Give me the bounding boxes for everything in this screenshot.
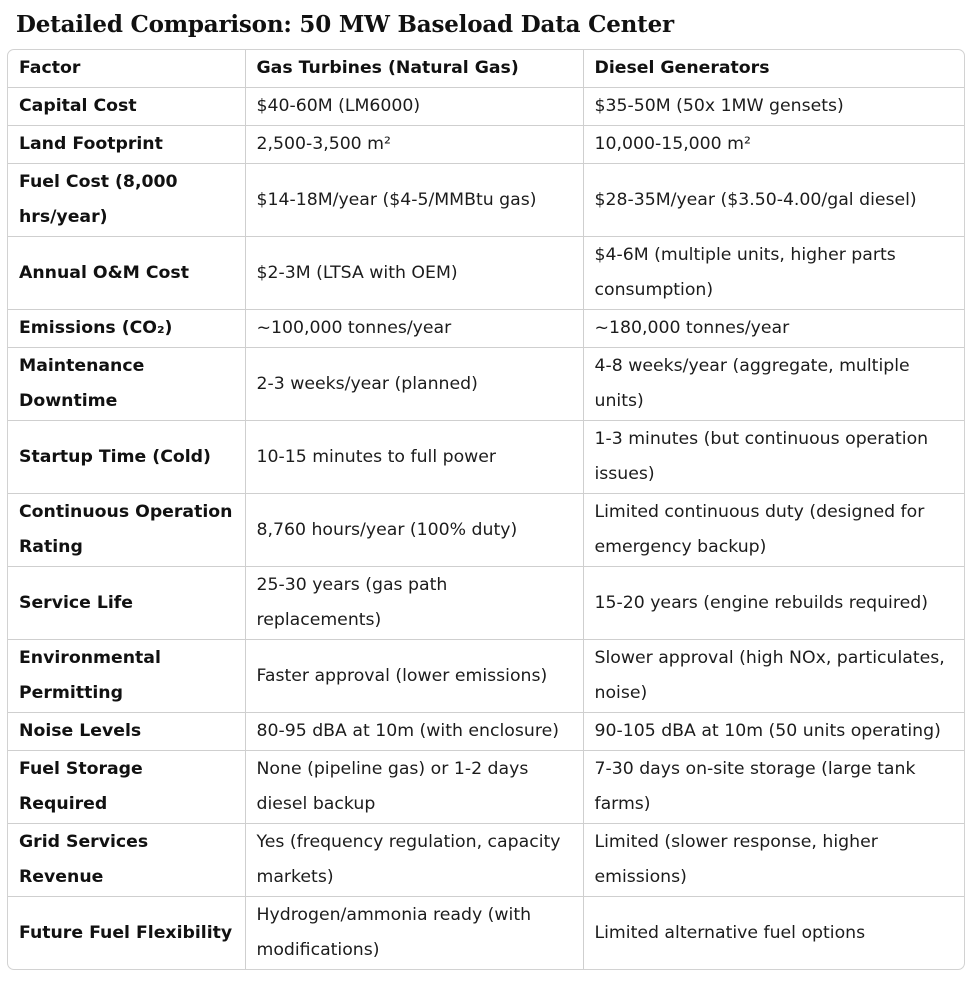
gas-turbine-cell: 25-30 years (gas path replacements) [245, 567, 583, 640]
gas-turbine-cell: $40-60M (LM6000) [245, 88, 583, 126]
table-row [8, 421, 964, 494]
row-factor-cell: Continuous Operation Rating [8, 494, 245, 567]
diesel-generator-cell: $28-35M/year ($3.50-4.00/gal diesel) [583, 164, 964, 237]
row-factor-cell: Fuel Cost (8,000 hrs/year) [8, 164, 245, 237]
table-row [8, 310, 964, 348]
diesel-generator-cell: 10,000-15,000 m² [583, 126, 964, 164]
gas-turbine-cell: $14-18M/year ($4-5/MMBtu gas) [245, 164, 583, 237]
table-header-row [8, 50, 964, 88]
gas-turbine-cell: 10-15 minutes to full power [245, 421, 583, 494]
gas-turbine-cell: Yes (frequency regulation, capacity markets) [245, 824, 583, 897]
diesel-generator-cell: Limited alternative fuel options [594, 922, 866, 943]
gas-turbine-cell: Faster approval (lower emissions) [245, 640, 583, 713]
table-row [8, 640, 964, 713]
table-row [8, 897, 964, 970]
diesel-generator-cell: 4-8 weeks/year (aggregate, multiple units) [583, 348, 964, 421]
column-header-factor: Factor [8, 50, 245, 88]
diesel-generator-cell: Limited continuous duty (designed for emergency backup) [583, 494, 964, 567]
row-factor-cell: Capital Cost [8, 88, 245, 126]
row-factor-cell: Fuel Storage Required [8, 751, 245, 824]
diesel-generator-cell: 90-105 dBA at 10m (50 units operating) [583, 713, 964, 751]
row-factor-cell: Maintenance Downtime [8, 348, 245, 421]
comparison-table [7, 49, 965, 970]
table-row [8, 126, 964, 164]
gas-turbine-cell: 8,760 hours/year (100% duty) [245, 494, 583, 567]
table-row [8, 237, 964, 310]
diesel-generator-cell: Slower approval (high NOx, particulates, noise) [583, 640, 964, 713]
row-factor-cell: Startup Time (Cold) [8, 421, 245, 494]
row-factor-cell: Grid Services Revenue [8, 824, 245, 897]
table-row [8, 824, 964, 897]
column-header-gas-turbines: Gas Turbines (Natural Gas) [245, 50, 583, 88]
gas-turbine-cell: None (pipeline gas) or 1-2 days diesel backup [245, 751, 583, 824]
table-row [8, 164, 964, 237]
table-row [8, 713, 964, 751]
table-row [8, 348, 964, 421]
gas-turbine-cell: 2-3 weeks/year (planned) [245, 348, 583, 421]
gas-turbine-cell: 80-95 dBA at 10m (with enclosure) [245, 713, 583, 751]
table-row [8, 88, 964, 126]
row-factor-cell: Noise Levels [8, 713, 245, 751]
column-header-diesel-generators: Diesel Generators [583, 50, 964, 88]
diesel-generator-cell: 1-3 minutes (but continuous operation issues) [583, 421, 964, 494]
gas-turbine-cell: $2-3M (LTSA with OEM) [245, 237, 583, 310]
diesel-generator-cell: 15-20 years (engine rebuilds required) [583, 567, 964, 640]
row-factor-cell: Annual O&M Cost [8, 237, 245, 310]
row-factor-cell: Service Life [8, 567, 245, 640]
row-factor-cell: Emissions (CO₂) [8, 310, 245, 348]
page-title: Detailed Comparison: 50 MW Baseload Data Center [16, 11, 674, 38]
gas-turbine-cell: ~100,000 tonnes/year [245, 310, 583, 348]
table-row [8, 751, 964, 824]
diesel-generator-cell: $35-50M (50x 1MW gensets) [583, 88, 964, 126]
diesel-generator-cell: $4-6M (multiple units, higher parts consumption) [583, 237, 964, 310]
row-factor-cell: Environmental Permitting [8, 640, 245, 713]
diesel-generator-cell: 7-30 days on-site storage (large tank farms) [583, 751, 964, 824]
table-row [8, 494, 964, 567]
diesel-generator-cell: ~180,000 tonnes/year [583, 310, 964, 348]
row-factor-cell: Future Fuel Flexibility [8, 897, 245, 970]
gas-turbine-cell: 2,500-3,500 m² [245, 126, 583, 164]
row-factor-cell: Land Footprint [8, 126, 245, 164]
gas-turbine-cell: Hydrogen/ammonia ready (with modifications) [245, 897, 583, 970]
diesel-generator-cell: Limited (slower response, higher emissions) [583, 824, 964, 897]
table-row [8, 567, 964, 640]
